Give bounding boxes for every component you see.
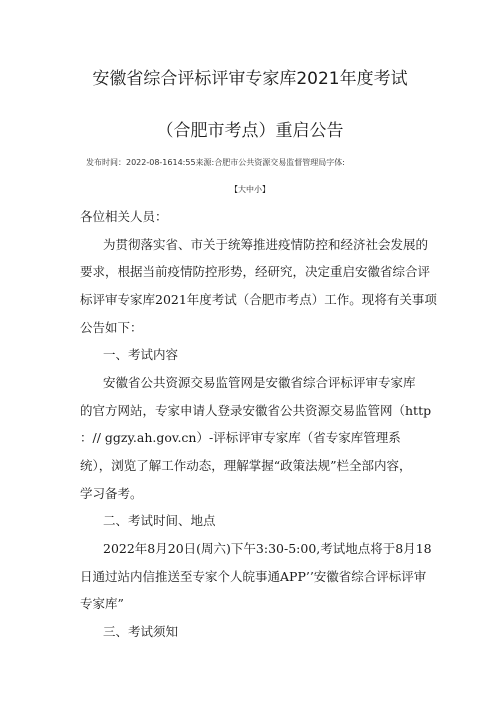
salutation: 各位相关人员：: [80, 209, 168, 224]
section1-line-5: 学习备考。: [80, 486, 143, 501]
section1-line-3: ：// ggzy.ah.gov.cn）-评标评审专家库（省专家库管理系: [80, 430, 401, 445]
publish-meta: 发布时间：2022-08-1614:55来源:合肥市公共资源交易监督管理局字体:: [86, 158, 345, 167]
section2-line-3: 专家库”: [80, 596, 124, 611]
page-title-line-1: 安徽省综合评标评审专家库2021年度考试: [92, 69, 408, 89]
section1-line-2: 的官方网站，专家申请人登录安徽省公共资源交易监管网（http: [80, 403, 432, 418]
section1-line-4: 统），浏览了解工作动态，理解掌握“政策法规”栏全部内容，: [80, 458, 412, 473]
section-heading-notice: 三、考试须知: [103, 624, 179, 639]
intro-line-3: 标评审专家库2021年度考试（合肥市考点）工作。现将有关事项: [80, 292, 437, 307]
section2-line-2: 日通过站内信推送至专家个人皖事通APP’’安徽省综合评标评审: [80, 569, 427, 584]
section2-line-1: 2022年8月20日(周六)下午3:30-5:00,考试地点将于8月18: [103, 541, 432, 556]
intro-line-4: 公告如下：: [80, 320, 143, 335]
section-heading-time-place: 二、考试时间、地点: [103, 513, 216, 528]
intro-line-1: 为贯彻落实省、市关于统筹推进疫情防控和经济社会发展的: [103, 237, 429, 252]
section1-line-1: 安徽省公共资源交易监管网是安徽省综合评标评审专家库: [103, 375, 416, 390]
page-title-line-2: （合肥市考点）重启公告: [156, 121, 344, 141]
intro-line-2: 要求，根据当前疫情防控形势，经研究，决定重启安徽省综合评: [80, 264, 431, 279]
section-heading-content: 一、考试内容: [103, 347, 179, 362]
font-size-selector[interactable]: 【大中小】: [230, 185, 270, 194]
